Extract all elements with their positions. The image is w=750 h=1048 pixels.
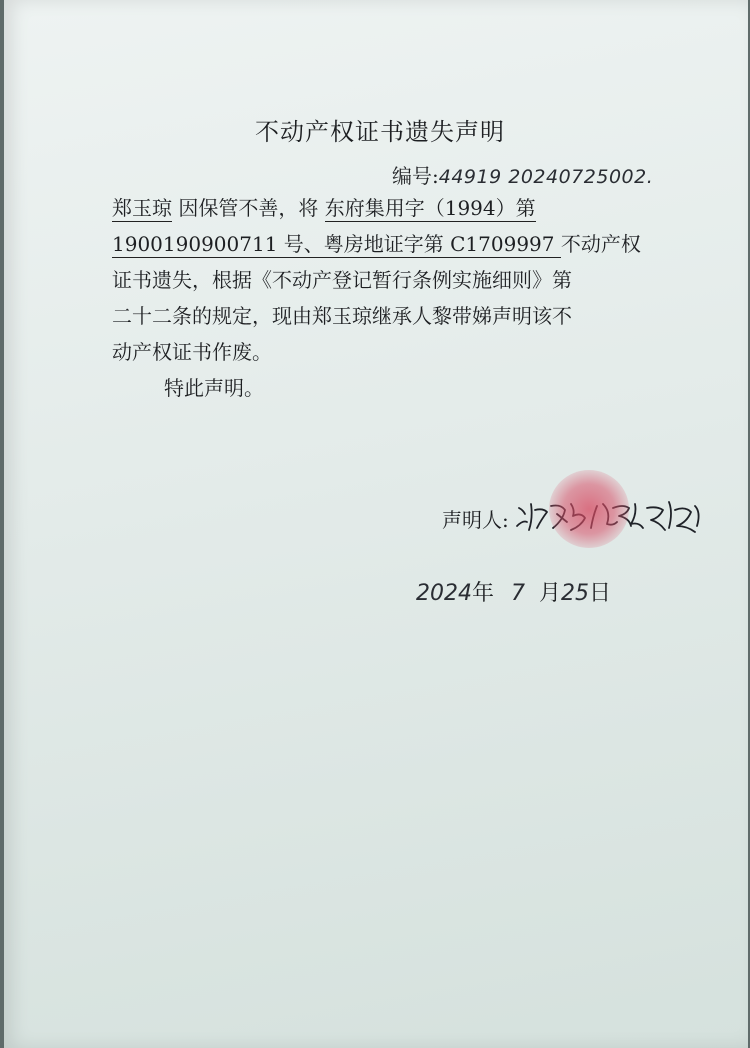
declarant-label: 声明人: — [442, 508, 509, 532]
body-text-segment: 不动产权 — [560, 232, 641, 256]
date-year-unit: 年 — [472, 581, 495, 606]
declarant-row — [442, 496, 713, 541]
body-line — [112, 298, 652, 334]
signature — [513, 496, 713, 541]
body-text-segment: 因保管不善，将 — [172, 196, 325, 220]
date-month: 7 — [511, 581, 526, 606]
document-paper — [4, 0, 748, 1048]
date-day-unit: 日 — [589, 581, 612, 606]
body-line — [112, 262, 652, 298]
body-text-segment: 二十二条的规定，现由郑玉琼继承人黎带娣声明该不 — [112, 304, 572, 328]
serial-label: 编号: — [392, 164, 439, 188]
date-year: 2024 — [416, 581, 472, 606]
declaration-date — [416, 576, 611, 607]
date-day: 25 — [561, 581, 590, 606]
underlined-field: 1900190900711 号、粤房地证字第 C1709997 — [112, 232, 561, 256]
serial-value: 44919 20240725002. — [438, 166, 654, 188]
declaration-body — [112, 190, 652, 406]
body-line — [112, 226, 652, 262]
body-line — [112, 334, 652, 370]
underlined-field: 东府集用字（1994）第 — [324, 196, 536, 220]
document-title: 不动产权证书遗失声明 — [255, 118, 505, 146]
serial-number — [392, 160, 653, 189]
closing-statement: 特此声明。 — [164, 376, 264, 400]
fingerprint-seal — [549, 470, 629, 548]
body-text-segment: 证书遗失，根据《不动产登记暂行条例实施细则》第 — [112, 268, 572, 292]
underlined-field: 郑玉琼 — [112, 196, 172, 220]
date-month-unit: 月 — [539, 581, 562, 606]
body-text-segment: 动产权证书作废。 — [112, 340, 272, 364]
body-line — [112, 190, 652, 226]
